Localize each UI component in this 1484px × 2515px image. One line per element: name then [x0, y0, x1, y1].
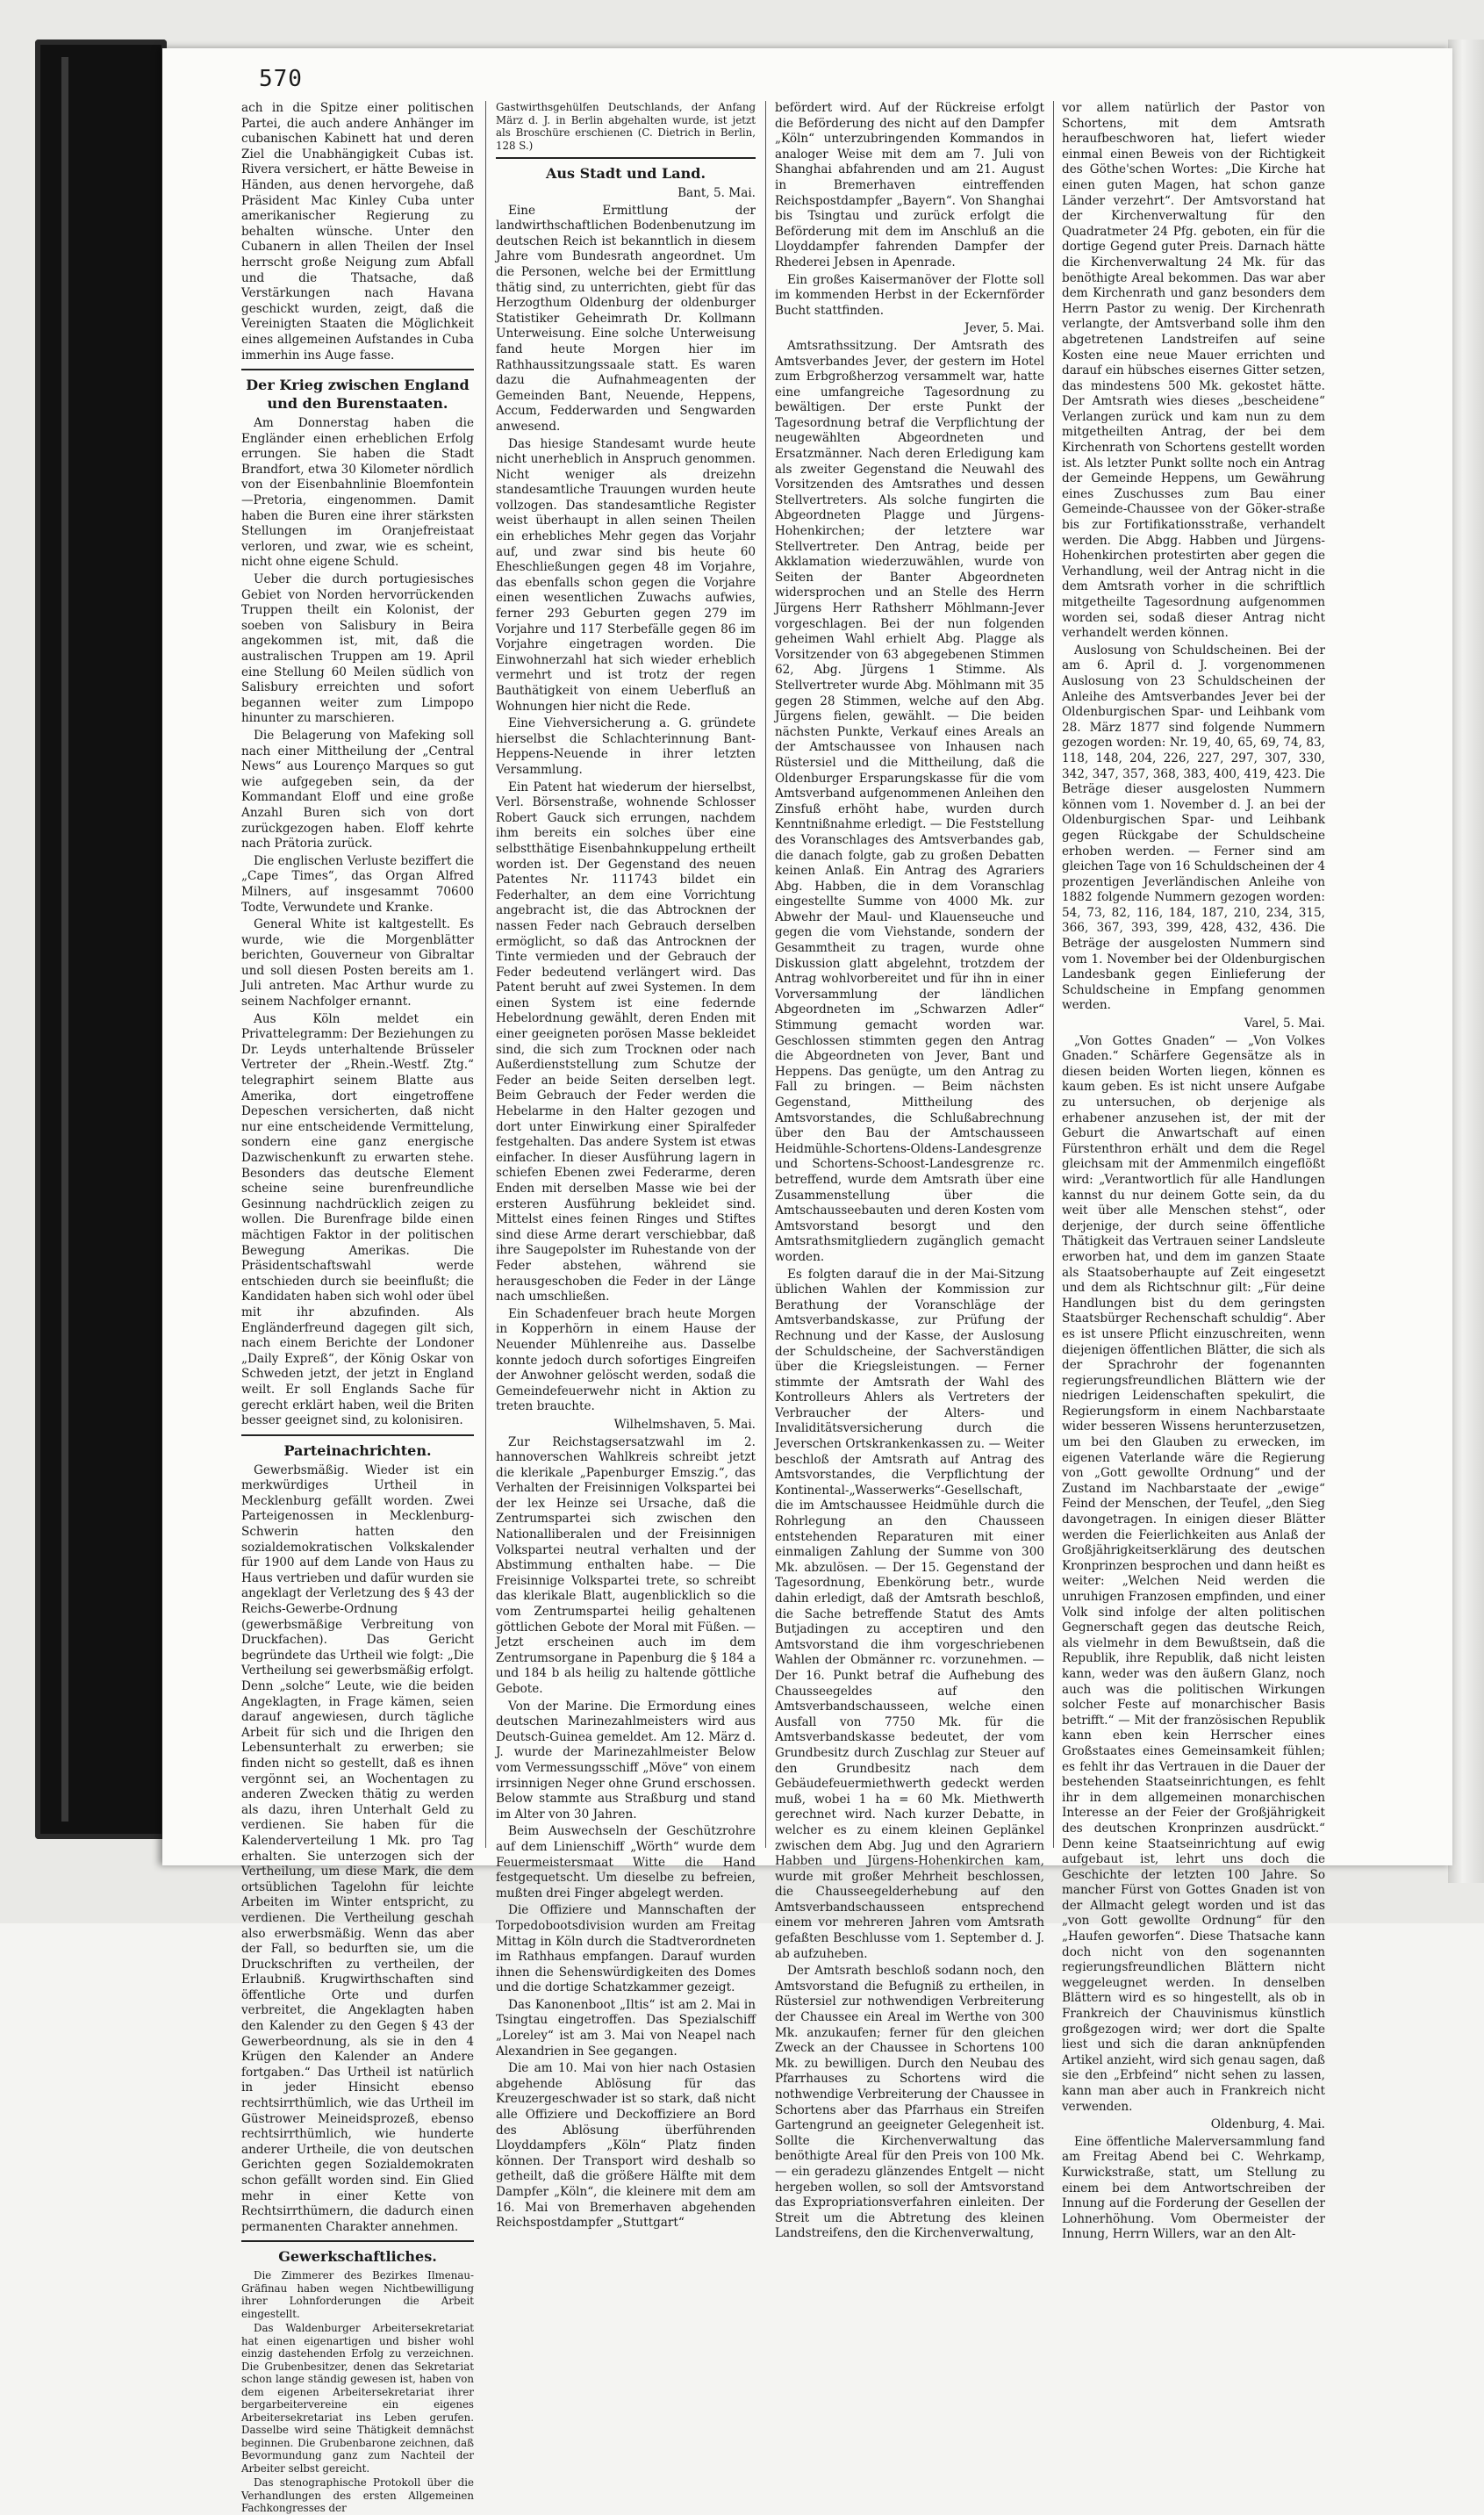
paragraph: Die englischen Verluste beziffert die „Cape Times“, das Organ Alfred Milners, auf insgesammt 70600 Todte, Verwundete und Kranke. — [241, 853, 474, 915]
divider — [241, 369, 474, 370]
dateline-bant: Bant, 5. Mai. — [677, 186, 756, 200]
war-heading: Der Krieg zwischen England und den Burenstaaten. — [246, 377, 470, 413]
columns — [241, 101, 1444, 2515]
paragraph: befördert wird. Auf der Rückreise erfolgt die Beförderung des nicht auf den Dampfer „Köln“ unterzubringenden Kommandos in analoger Weise mit dem am 7. Juli von Shanghai abfahrenden und am 21. August in Bremerhaven eintreffenden Reichspostdampfer „Bayern“. Von Shanghai bis Tsingtau und zurück erfolgt die Beförderung mit dem im Anschluß an die Lloyddampfer fahrenden Dampfer der Rhederei Jebsen in Apenrade. — [775, 101, 1044, 269]
dateline-wilhelmshaven: Wilhelmshaven, 5. Mai. — [613, 1417, 756, 1432]
column-1 — [241, 101, 474, 2515]
book-binding — [35, 40, 167, 1839]
column-2 — [496, 101, 756, 2231]
note-paragraph: Gastwirthsgehülfen Deutschlands, der Anfang März d. J. in Berlin abgehalten wurde, ist jetzt als Broschüre erschienen (C. Dietrich in Berlin, 128 S.) — [496, 101, 756, 152]
party-news-heading: Parteinachrichten. — [283, 1441, 432, 1459]
page-stack-edge — [1448, 40, 1484, 1883]
dateline-jever: Jever, 5. Mai. — [964, 321, 1044, 336]
cuba-paragraph: ach in die Spitze einer politischen Partei, die auch andere Anhänger im cubanischen Kabinett hat und deren Ziel die Unabhängigkeit Cubas ist. Rivera versichert, er hätte Beweise in Händen, aus denen hervorgehe, daß Präsident Mac Kinley Cuba unter amerikanischer Regierung zu behalten wünsche. Unter den Cubanern in allen Theilen der Insel herrscht große Neigung zum Abfall und die Thatsache, daß Verstärkungen nach Havana geschickt wurden, zeigt, daß die Vereinigten Staaten die Möglichkeit eines allgemeinen Aufstandes in Cuba immerhin ins Auge fasse. — [241, 101, 474, 363]
paragraph: General White ist kaltgestellt. Es wurde, wie die Morgenblätter berichten, Gouverneur von Gibraltar und soll diesen Posten bereits am 1. Juli antreten. Mac Arthur wurde zu seinem Nachfolger ernannt. — [241, 917, 474, 1010]
divider — [496, 157, 756, 159]
column-4 — [1062, 101, 1325, 2242]
paragraph: Ein großes Kaisermanöver der Flotte soll im kommenden Herbst in der Eckernförder Bucht stattfinden. — [775, 272, 1044, 318]
paragraph: Aus Köln meldet ein Privattelegramm: Der Beziehungen zu Dr. Leyds unterhaltende Brüsseler Vertreter der „Rhein.-Westf. Ztg.“ telegraphirt seinem Blatte aus Amerika, dort eingetroffene Depeschen versicherten, daß nicht nur eine entscheidende Vermittelung, sondern eine ganz energische Dazwischenkunft zu erwarten stehe. Besonders das deutsche Element scheine seine burenfreundliche Gesinnung nachdrücklich zeigen zu wollen. Die Burenfrage bilde einen mächtigen Faktor in der politischen Bewegung Amerikas. Die Präsidentschaftswahl werde entschieden durch sie beeinflußt; die Kandidaten haben sich wohl oder übel mit ihr abzufinden. Als Engländerfreund dagegen gilt sich, nach einem Berichte der Londoner „Daily Expreß“, der König Oskar von Schweden jetzt, der jetzt in England weilt. Er soll Englands Sache für gerecht erklärt haben, weil die Briten besser geeignet sind, zu kolonisiren. — [241, 1011, 474, 1428]
paragraph: Die Zimmerer des Bezirkes Ilmenau-Gräfinau haben wegen Nichtbewilligung ihrer Lohnforderungen die Arbeit eingestellt. — [241, 2269, 474, 2320]
paragraph: Es folgten darauf die in der Mai-Sitzung üblichen Wahlen der Kommission zur Berathung der Voranschläge der Amtsverbandskasse, zur Prüfung der Rechnung und der Kasse, der Auslosung der Schuldscheine, der Sachverständigen über die Kriegsleistungen. — Ferner stimmte der Amtsrath der Wahl des Kontrolleurs Ahlers als Vertreters der Verbraucher der Alters- und Invaliditätsversicherung durch die Jeverschen Ortskrankenkassen zu. — Weiter beschloß der Amtsrath auf Antrag des Amtsvorstandes, die Verpflichtung der Kontinental-„Wasserwerks“-Gesellschaft, die im Amtschaussee Heidmühle durch die Rohrlegung an den Chausseen entstehenden Reparaturen mit einer einmaligen Zahlung der Summe von 300 Mk. abzulösen. — Der 15. Gegenstand der Tagesordnung, Ebenkörung betr., wurde dahin erledigt, daß der Amtsrath beschloß, die Sache betreffende Statut des Amts Butjadingen zu acceptiren und den Amtsvorstand die ihm vorgeschriebenen Wahlen der Obmänner rc. vorzunehmen. — Der 16. Punkt betraf die Aufhebung des Chausseegeldes auf den Amtsverbandschausseen, welche einen Ausfall von 7750 Mk. für die Amtsverbandskasse bedeutet, der vom Grundbesitz durch Zuschlag zur Steuer auf den Grundbesitz nach dem Gebäudefeuermiethwerth gedeckt werden muß, wobei 1 ha = 60 Mk. Miethwerth gerechnet wird. Nach kurzer Debatte, in welcher es zu einem kleinen Geplänkel zwischen dem Abg. Jug und den Agrariern Habben und Jürgens-Hohenkirchen kam, wurde mit großer Mehrheit beschlossen, die Chausseegelderhebung auf den Amtsverbandschausseen entsprechend einem vor mehreren Jahren vom Amtsrath gefaßten Beschlusse vom 1. September d. J. ab aufzuheben. — [775, 1267, 1044, 1961]
paragraph: Die am 10. Mai von hier nach Ostasien abgehende Ablösung für das Kreuzergeschwader ist so stark, daß nicht alle Offiziere und Deckoffiziere an Bord des Ablösung überführenden Lloyddampfers „Köln“ Platz finden können. Der Transport wird deshalb so getheilt, daß die größere Hälfte mit dem Dampfer „Köln“, die kleinere mit dem am 16. Mai von Bremerhaven abgehenden Reichspostdampfer „Stuttgart“ — [496, 2061, 756, 2231]
paragraph: Ueber die durch portugiesisches Gebiet von Norden hervorrückenden Truppen theilt ein Kolonist, der soeben von Salisbury in Beira angekommen ist, mit, daß die australischen Truppen am 19. April eine Stellung 60 Meilen südlich von Salisbury erreichten und sofort begannen weiter zum Limpopo hinunter zu marschieren. — [241, 572, 474, 726]
paragraph: Das Kanonenboot „Iltis“ ist am 2. Mai in Tsingtau eingetroffen. Das Spezialschiff „Loreley“ ist am 3. Mai von Neapel nach Alexandrien in See gegangen. — [496, 1997, 756, 2059]
local-news-heading: Aus Stadt und Land. — [545, 165, 706, 182]
paragraph: Eine Ermittlung der landwirthschaftlichen Bodenbenutzung im deutschen Reich ist bekanntlich in diesem Jahre vom Bundesrath angeordnet. Um die Personen, welche bei der Ermittlung thätig sind, zu unterrichten, giebt für das Herzogthum Oldenburg der oldenburger Statistiker Geheimrath Dr. Kollmann Unterweisung. Eine solche Unterweisung fand heute Morgen hier im Rathhaussitzungssaale statt. Es waren dazu die Aufnahmeagenten der Gemeinden Bant, Neuende, Heppens, Accum, Fedderwarden und Sengwarden anwesend. — [496, 203, 756, 434]
paragraph: Eine Viehversicherung a. G. gründete hierselbst die Schlachterinnung Bant-Heppens-Neuende in ihrer letzten Versammlung. — [496, 716, 756, 777]
paragraph: Beim Auswechseln der Geschützrohre auf dem Linienschiff „Wörth“ wurde dem Feuermeistersmaat Witte die Hand festgequetscht. Um dieselbe zu befreien, mußten drei Finger abgelegt werden. — [496, 1824, 756, 1901]
paragraph: Ein Patent hat wiederum der hierselbst, Verl. Börsenstraße, wohnende Schlosser Robert Gauck sich errungen, nachdem ihm bereits ein solches über eine selbstthätige Eisenbahnkuppelung ertheilt worden ist. Der Gegenstand des neuen Patentes Nr. 111743 bildet ein Federhalter, an dem eine Vorrichtung angebracht ist, die das Abtrocknen der nassen Feder nach Gebrauch derselben ermöglicht, so daß das Antrocknen der Tinte vermieden und der Gebrauch der Feder bedeutend verlängert wird. Das Patent beruht auf zwei Systemen. In dem einen System ist eine federnde Hebelordnung gewählt, deren Enden mit einer geeigneten porösen Masse bekleidet sind, die sich zum Trocknen oder nach Außerdienststellung zum Schutze der Feder an beide Seiten derselben legt. Beim Gebrauch der Feder werden die Hebelarme in den Halter gezogen und dort unter Einwirkung einer Spiralfeder festgehalten. Das andere System ist etwas einfacher. In dieser Ausführung lagern in schiefen Ebenen zwei Federarme, deren Enden mit derselben Masse wie bei der ersteren Ausführung bekleidet sind. Mittelst eines feinen Ringes und Stiftes sind diese Arme derart verschiebbar, daß ihre Saugepolster im Ruhestande von der Feder abstehen, während sie herausgeschoben die Feder in der Länge nach umschließen. — [496, 780, 756, 1304]
paragraph: vor allem natürlich der Pastor von Schortens, mit dem Amtsrath heraufbeschworen hat, liefert wieder einmal einen Beweis von der Richtigkeit des Göthe'schen Wortes: „Die Kirche hat einen guten Magen, hat schon ganze Länder verzehrt“. Der Amtsvorstand hat der Kirchenverwaltung für den Quadratmeter 24 Pfg. geboten, ein für die dortige Gegend guter Preis. Darnach hätte die Kirchenverwaltung 24 Mk. für das benöthigte Areal bekommen. Das war aber dem Kirchenrath und ganz besonders dem Herrn Pastor zu wenig. Der Kirchenrath verlangte, der Amtsverband solle ihm den abgetretenen Landstreifen auf seine Kosten eine neue Mauer errichten und darauf ein hübsches eisernes Gitter setzen, das mindestens 500 Mk. gekostet hätte. Der Amtsrath wies dieses „bescheidene“ Verlangen zurück und kam nun zu dem mitgetheilten Antrag, der bei dem Kirchenrath von Schortens gestellt worden ist. Als letzter Punkt sollte noch ein Antrag der Gemeinde Heppens, um Gewährung eines Zuschusses zum Bau einer Gemeinde-Chaussee von der Göker-straße bis zur Fortifikationsstraße, verhandelt werden. Die Abgg. Habben und Jürgens-Hohenkirchen protestirten aber gegen die Verhandlung, weil der Antrag nicht in die dem Amtsrath vorher in die schriftlich mitgetheilte Tagesordnung aufgenommen worden sei, sodaß dieser Antrag nicht verhandelt werden können. — [1062, 101, 1325, 641]
paragraph: Auslosung von Schuldscheinen. Bei der am 6. April d. J. vorgenommenen Auslosung von 23 Schuldscheinen der Anleihe des Amtsverbandes Jever bei der Oldenburgischen Spar- und Leihbank vom 28. März 1877 sind folgende Nummern gezogen worden: Nr. 19, 40, 65, 69, 74, 83, 118, 148, 204, 226, 227, 297, 307, 330, 342, 347, 357, 368, 383, 400, 419, 423. Die Beträge dieser ausgelosten Nummern können vom 1. November d. J. an bei der Oldenburgischen Spar- und Leihbank gegen Rückgabe der Schuldscheine erhoben werden. — Ferner sind am gleichen Tage von 16 Schuldscheinen der 4 prozentigen Jeverländischen Anleihe von 1882 folgende Nummern gezogen worden: 54, 73, 82, 116, 184, 187, 210, 234, 315, 366, 367, 393, 399, 428, 432, 436. Die Beträge der ausgelosten Nummern sind vom 1. November bei der Oldenburgischen Landesbank gegen Einlieferung der Schuldscheine in Empfang genommen werden. — [1062, 643, 1325, 1013]
paragraph: Gewerbsmäßig. Wieder ist ein merkwürdiges Urtheil in Mecklenburg gefällt worden. Zwei Parteigenossen in Mecklenburg-Schwerin hatten den sozialdemokratischen Volkskalender für 1900 auf dem Lande von Haus zu Haus vertrieben und dafür wurden sie angeklagt der Verletzung des § 43 der Reichs-Gewerbe-Ordnung (gewerbsmäßige Verbreitung von Druckfachen). Das Gericht begründete das Urtheil wie folgt: „Die Vertheilung sei gewerbsmäßig erfolgt. Denn „solche“ Leute, wie die beiden Angeklagten, in Frage kämen, seien darauf angewiesen, durch tägliche Arbeit für sich und die Ihrigen den Lebensunterhalt zu erwerben; sie finden nicht so gestellt, daß es ihnen vergönnt sei, an Wochentagen zu anderen Zwecken thätig zu werden als dazu, ihren Unterhalt Geld zu verdienen. Sie haben für die Kalenderverteilung 1 Mk. pro Tag erhalten. Sie unterzogen sich der Vertheilung, um diese Mark, die dem ortsüblichen Tagelohn für leichte Arbeiten im Winter entspricht, zu verdienen. Die Vertheilung geschah also erwerbsmäßig. Wenn das aber der Fall, so bedurften sie, um die Druckschriften zu vertheilen, der Erlaubniß. Krugwirthschaften sind öffentliche Orte und durfen verbreitet, die Angeklagten haben den Kalender zu den Gegen § 43 der Gewerbeordnung, als sie in den 4 Krügen den Kalender an Andere fortgaben.“ Das Urtheil ist natürlich in jeder Hinsicht ebenso rechtsirrthümlich, wie das Urtheil im Güstrower Meineidsprozeß, ebenso rechtsirrthümlich, wie hunderte anderer Urtheile, die von deutschen Gerichten gegen Sozialdemokraten schon gefällt worden sind. Ein Glied mehr in einer Kette von Rechtsirrthümern, die dadurch einen permanenten Charakter annehmen. — [241, 1462, 474, 2234]
paragraph: Am Donnerstag haben die Engländer einen erheblichen Erfolg errungen. Sie haben die Stadt Brandfort, etwa 30 Kilometer nördlich von der Eisenbahnlinie Bloemfontein—Pretoria, eingenommen. Damit haben die Buren eine ihrer stärksten Stellungen im Oranjefreistaat verloren, und zwar, wie es scheint, nicht ohne eigene Schuld. — [241, 416, 474, 570]
paragraph: Das hiesige Standesamt wurde heute nicht unerheblich in Anspruch genommen. Nicht weniger als dreizehn standesamtliche Trauungen wurden heute vollzogen. Das standesamtliche Register weist überhaupt in allen seinen Theilen ein erhebliches Mehr gegen das Vorjahr auf, und zwar sind bis heute 60 Eheschließungen gegen 48 im Vorjahre, das ebenfalls schon gegen die Vorjahre einen wesentlichen Zuwachs aufwies, ferner 293 Geburten gegen 279 im Vorjahre und 117 Sterbefälle gegen 86 im Vorjahre eingetragen worden. Die Einwohnerzahl hat sich wieder erheblich vermehrt und ist trotz der regen Bauthätigkeit von einem Ueberfluß an Wohnungen hier nicht die Rede. — [496, 436, 756, 714]
paragraph: Der Amtsrath beschloß sodann noch, den Amtsvorstand die Befugniß zu ertheilen, in Rüstersiel zur nothwendigen Verbreiterung der Chaussee ein Areal im Werthe von 300 Mk. anzukaufen; ferner für den gleichen Zweck an der Chaussee in Schortens 100 Mk. zu bewilligen. Durch den Neubau des Pfarrhauses zu Schortens wird die nothwendige Verbreiterung der Chaussee in Schortens aber das Pfarrhaus ein Streifen Gartengrund an geeigneter Gelegenheit ist. Sollte die Kirchenverwaltung das benöthigte Areal für den Preis von 100 Mk. — ein geradezu glänzendes Entgelt — nicht hergeben wollen, so soll der Amtsvorstand das Expropriationsverfahren einleiten. Der Streit um die Abtretung des kleinen Landstreifens, den die Kirchenverwaltung, — [775, 1964, 1044, 2241]
paragraph: „Von Gottes Gnaden“ — „Von Volkes Gnaden.“ Schärfere Gegensätze als in diesen beiden Worten liegen, können es kaum geben. Es ist nicht unsere Aufgabe zu untersuchen, ob derjenige als erhabener anzusehen ist, der mit der Geburt die Anwartschaft auf einen Fürstenthron erhält und dem die Regel gleichsam mit der Ammenmilch eingeflößt wird: „Verantwortlich für alle Handlungen kannst du nur deinem Gotte sein, da du weit über alle Menschen stehst“, oder derjenige, der durch seine öffentliche Thätigkeit das Vertrauen seiner Landsleute erworben hat, und dem im ganzen Staate als Staatsoberhaupte auf Zeit eingesetzt und dem als Richtschnur gilt: „Für deine Handlungen bist du dem geringsten Staatsbürger Rechenschaft schuldig“. Aber es ist unsere Pflicht einzuschreiten, wenn diejenigen öffentlichen Blätter, die sich als der Sprachrohr der fogenannten regierungsfreundlichen Blättern wie der niedrigen Leidenschaften spekulirt, die Regierungsform in einem Nachbarstaate wider besseren Wissens herunterzusetzen, um bei den Glauben zu erwecken, im eigenen Vaterlande wäre die Regierung von „Gott gewollte Ordnung“ und der Zustand im Nachbarstaate der „ewige“ Feind der Menschen, der Teufel, „den Sieg davongetragen. In einigen dieser Blätter werden die Feierlichkeiten aus Anlaß der Großjährigkeitserklärung des deutschen Kronprinzen besprochen und dann heißt es weiter: „Welchen Neid werden die unruhigen Franzosen empfinden, und einer Volk sind infolge der alten politischen Gegnerschaft gegen das deutsche Reich, als vielmehr in dem Bewußtsein, daß die Republik, ihre Republik, daß nicht leisten kann, weder was den äußern Glanz, noch auch was die politischen Wirkungen solcher Feste auf monarchischer Basis betrifft.“ — Mit der französischen Republik kann eben kein Herrscher eines Großstaates eines Gemeinsamkeit fühlen; es fehlt ihr das Vertrauen in die Dauer der bestehenden Staatseinrichtungen, es fehlt ihr in dem allgemeinen monarchischen Interesse an der Feier der Großjährigkeit des deutschen Kronprinzen ausdrückt.“ Denn keine Staatseinrichtung auf ewig aufgebaut ist, lehrt uns doch die Geschichte der letzten 100 Jahre. So mancher Fürst von Gottes Gnaden ist von der Allmacht gelegt worden und ist das „von Gott gewollte Ordnung“ für den „Haufen geworfen“. Diese Thatsache kann doch nicht von den sogenannten regierungsfreundlichen Blättern nicht weggeleugnet werden. In denselben Blättern wird es so hingestellt, als ob in Frankreich der Chauvinismus künstlich großgezogen wird; wer dort die Spalte liest und sich die daran anknüpfenden Artikel anzieht, wird sich genau sagen, daß sie den „Erbfeind“ nicht sehen zu lassen, kann man aber auch in Frankreich nicht verwenden. — [1062, 1033, 1325, 2114]
binding-stripe — [61, 57, 68, 1822]
paragraph: Eine öffentliche Malerversammlung fand am Freitag Abend bei C. Wehrkamp, Kurwickstraße, statt, um Stellung zu einem bei dem Antwortschreiben der Innung auf die Forderung der Gesellen der Lohnerhöhung. Vom Obermeister der Innung, Herrn Willers, war an den Alt- — [1062, 2134, 1325, 2242]
paragraph: Die Offiziere und Mannschaften der Torpedobootsdivision wurden am Freitag Mittag in Köln durch die Stadtverordneten im Rathhaus empfangen. Darauf wurden ihnen die Sehenswürdigkeiten des Domes und die dortige Schatzkammer gezeigt. — [496, 1903, 756, 1995]
page-number: 570 — [259, 66, 303, 92]
paragraph: Das Waldenburger Arbeitersekretariat hat einen eigenartigen und bisher wohl einzig dastehenden Erfolg zu verzeichnen. Die Grubenbesitzer, denen das Sekretariat schon lange ständig gewesen ist, haben von dem eigenen Arbeitersekretariat ihrer bergarbeitervereine ein eigenes Arbeitersekretariat ins Leben gerufen. Dasselbe wird seine Thätigkeit demnächst beginnen. Die Grubenbarone zeichnen, daß Bevormundung ganz zum Nachteil der Arbeiter selbst gereicht. — [241, 2322, 474, 2475]
paragraph: Von der Marine. Die Ermordung eines deutschen Marinezahlmeisters wird aus Deutsch-Guinea gemeldet. Am 12. März d. J. wurde der Marinezahlmeister Below vom Vermessungsschiff „Möve“ von einem irrsinnigen Neger ohne Grund erschossen. Below stammte aus Straßburg und stand im Alter von 30 Jahren. — [496, 1699, 756, 1822]
paragraph: Amtsrathssitzung. Der Amtsrath des Amtsverbandes Jever, der gestern im Hotel zum Erbgroßherzog versammelt war, hatte eine umfangreiche Tagesordnung zu bewältigen. Der erste Punkt der Tagesordnung betraf die Verpflichtung der neugewählten Abgeordneten und Ersatzmänner. Nach deren Erledigung kam als zweiter Gegenstand die Neuwahl des Vorsitzenden des Amtsrathes und dessen Stellvertreters. Als solche fungirten die Abgeordneten Plagge und Jürgens-Hohenkirchen; der letztere war Stellvertreter. Den Antrag, beide per Akklamation wiederzuwählen, wurde von Seiten der Banter Abgeordneten widersprochen und an Stelle des Herrn Jürgens Herr Rathsherr Möhlmann-Jever vorgeschlagen. Bei der nun folgenden geheimen Wahl erhielt Abg. Plagge als Vorsitzender von 63 abgegebenen Stimmen 62, Abg. Jürgens 1 Stimme. Als Stellvertreter wurde Abg. Möhlmann mit 35 gegen 28 Stimmen, welche auf den Abg. Jürgens fielen, gewählt. — Die beiden nächsten Punkte, Verkauf eines Areals an der Amtschaussee von Inhausen nach Rüstersiel und die Mittheilung, daß die Oldenburger Ersparungskasse für die vom Amtsverband aufgenommenen Anleihen den Zinsfuß erhöht habe, wurden durch Kenntnißnahme erledigt. — Die Feststellung des Voranschlages des Amtsverbandes gab, die danach folgte, gab zu großen Debatten keinen Anlaß. Ein Antrag des Agrariers Abg. Habben, die in dem Voranschlag eingestellte Summe von 4000 Mk. zur Abwehr der Maul- und Klauenseuche und gegen die vom Viehstande, sondern der Gesammtheit zu tragen, wurde ohne Diskussion glatt abgelehnt, trotzdem der Antrag wohlvorbereitet und für ihn in einer Vorversammlung der ländlichen Abgeordneten im „Schwarzen Adler“ Stimmung gemacht worden war. Geschlossen stimmten gegen den Antrag die Abgeordneten von Jever, Bant und Heppens. Das genügte, um den Antrag zu Fall zu bringen. — Beim nächsten Gegenstand, Mittheilung des Amtsvorstandes, die Schlußabrechnung über den Bau der Amtschausseen Heidmühle-Schortens-Oldens-Landesgrenze und Schortens-Schoost-Landesgrenze rc. betreffend, wurde dem Amtsrath über eine Zusammenstellung über die Amtschausseebauten und deren Kosten vom Amtsvorstand besorgt und den Amtsrathsmitgliedern zugänglich gemacht worden. — [775, 338, 1044, 1264]
column-rule — [765, 101, 766, 1848]
newspaper-page — [162, 48, 1452, 2515]
paragraph: Ein Schadenfeuer brach heute Morgen in Kopperhörn in einem Hause der Neuender Mühlenreihe aus. Dasselbe konnte jedoch durch sofortiges Eingreifen der Anwohner gelöscht werden, sodaß die Gemeindefeuerwehr nicht in Aktion zu treten brauchte. — [496, 1306, 756, 1414]
column-rule — [1053, 101, 1054, 1848]
divider — [241, 1434, 474, 1436]
dateline-oldenburg: Oldenburg, 4. Mai. — [1210, 2117, 1325, 2132]
paragraph: Das stenographische Protokoll über die Verhandlungen des ersten Allgemeinen Fachkongresses der — [241, 2476, 474, 2515]
paragraph: Zur Reichstagsersatzwahl im 2. hannoverschen Wahlkreis schreibt jetzt die klerikale „Papenburger Emszig.“, das Verhalten der Freisinnigen Volkspartei bei der lex Heinze sei Ursache, daß die Zentrumspartei sich zwischen den Nationalliberalen und der Freisinnigen Volkspartei neutral verhalten und der Abstimmung enthalten habe. — Die Freisinnige Volkspartei trete, so schreibt das klerikale Blatt, augenblicklich so die vom Zentrumspartei heilig gehaltenen göttlichen Gebote der Moral mit Füßen. — Jetzt erscheinen auch im dem Zentrumsorgane in Papenburg die § 184 a und 184 b als heilig zu haltende göttliche Gebote. — [496, 1434, 756, 1696]
dateline-varel: Varel, 5. Mai. — [1244, 1017, 1325, 1031]
divider — [241, 2240, 474, 2242]
column-3 — [775, 101, 1044, 2241]
union-news-heading: Gewerkschaftliches. — [278, 2248, 437, 2266]
column-rule — [485, 101, 486, 1848]
paragraph: Die Belagerung von Mafeking soll nach einer Mittheilung der „Central News“ aus Lourenço Marques so gut wie aufgegeben sein, da der Kommandant Eloff und eine große Anzahl Buren sich von dort zurückgezogen haben. Eloff kehrte nach Prätoria zurück. — [241, 728, 474, 852]
